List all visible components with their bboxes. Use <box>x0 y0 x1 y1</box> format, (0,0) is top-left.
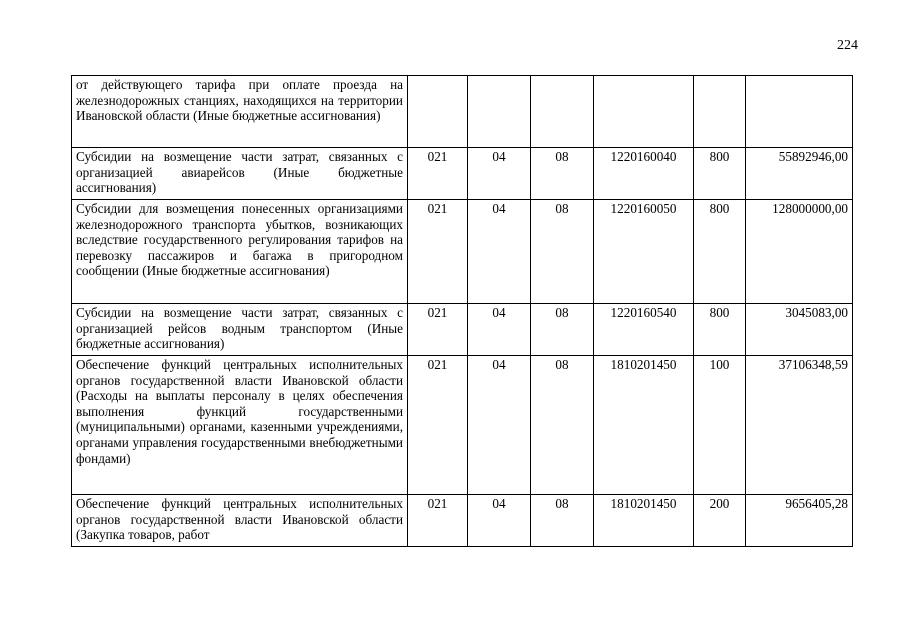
section-code-cell: 04 <box>468 148 531 200</box>
ministry-code-cell: 021 <box>408 356 468 495</box>
amount-cell: 128000000,00 <box>746 200 853 304</box>
description-cell: Субсидии на возмещение части затрат, связанных с организацией рейсов водным транспортом (Иные бюджетные ассигнования) <box>72 304 408 356</box>
ministry-code-cell: 021 <box>408 304 468 356</box>
target-article-cell: 1810201450 <box>594 495 694 547</box>
section-code-cell <box>468 76 531 148</box>
subsection-code-cell: 08 <box>531 356 594 495</box>
amount-cell: 37106348,59 <box>746 356 853 495</box>
table-row <box>72 148 853 200</box>
amount-cell: 9656405,28 <box>746 495 853 547</box>
section-code-cell: 04 <box>468 200 531 304</box>
subsection-code-cell <box>531 76 594 148</box>
subsection-code-cell: 08 <box>531 200 594 304</box>
description-cell: Обеспечение функций центральных исполнительных органов государственной власти Ивановской области (Закупка товаров, работ <box>72 495 408 547</box>
table-row <box>72 200 853 304</box>
description-cell: Обеспечение функций центральных исполнительных органов государственной власти Ивановской области (Расходы на выплаты персоналу в целях обеспечения выполнения функций государственными (муниципальными) органами, казенными учреждениями, органами управления государственными внебюджетными фондами) <box>72 356 408 495</box>
description-cell: от действующего тарифа при оплате проезда на железнодорожных станциях, находящихся на территории Ивановской области (Иные бюджетные ассигнования) <box>72 76 408 148</box>
table-row <box>72 495 853 547</box>
table-row <box>72 356 853 495</box>
expense-type-cell: 800 <box>694 304 746 356</box>
page-number: 224 <box>837 38 858 53</box>
amount-cell: 3045083,00 <box>746 304 853 356</box>
target-article-cell: 1220160540 <box>594 304 694 356</box>
subsection-code-cell: 08 <box>531 495 594 547</box>
description-cell: Субсидии на возмещение части затрат, связанных с организацией авиарейсов (Иные бюджетные ассигнования) <box>72 148 408 200</box>
section-code-cell: 04 <box>468 495 531 547</box>
table-row <box>72 76 853 148</box>
section-code-cell: 04 <box>468 356 531 495</box>
expense-type-cell: 100 <box>694 356 746 495</box>
subsection-code-cell: 08 <box>531 304 594 356</box>
budget-table-body <box>72 76 853 547</box>
expense-type-cell: 800 <box>694 200 746 304</box>
target-article-cell: 1810201450 <box>594 356 694 495</box>
target-article-cell <box>594 76 694 148</box>
ministry-code-cell: 021 <box>408 200 468 304</box>
amount-cell: 55892946,00 <box>746 148 853 200</box>
target-article-cell: 1220160040 <box>594 148 694 200</box>
amount-cell <box>746 76 853 148</box>
section-code-cell: 04 <box>468 304 531 356</box>
expense-type-cell: 800 <box>694 148 746 200</box>
ministry-code-cell <box>408 76 468 148</box>
target-article-cell: 1220160050 <box>594 200 694 304</box>
expense-type-cell <box>694 76 746 148</box>
description-cell: Субсидии для возмещения понесенных организациями железнодорожного транспорта убытков, возникающих вследствие государственного регулирования тарифов на перевозку пассажиров и багажа в пригородном сообщении (Иные бюджетные ассигнования) <box>72 200 408 304</box>
ministry-code-cell: 021 <box>408 148 468 200</box>
subsection-code-cell: 08 <box>531 148 594 200</box>
budget-table <box>71 75 853 547</box>
table-row <box>72 304 853 356</box>
expense-type-cell: 200 <box>694 495 746 547</box>
ministry-code-cell: 021 <box>408 495 468 547</box>
